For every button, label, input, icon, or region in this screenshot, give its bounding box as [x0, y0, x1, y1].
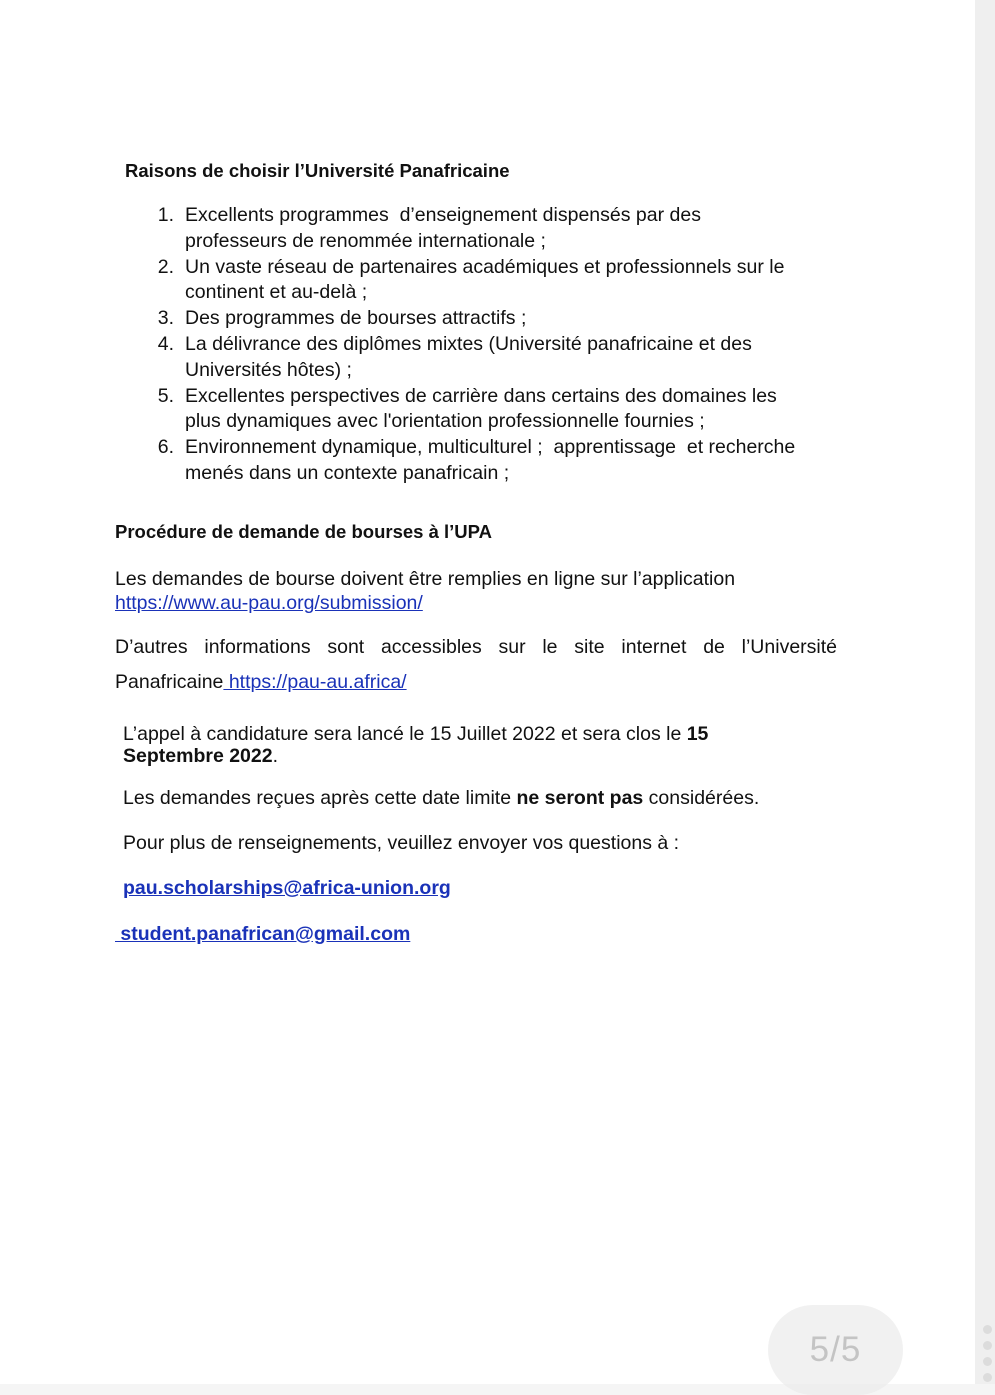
info-word: le	[542, 636, 558, 658]
list-item-number: 5.	[157, 384, 174, 407]
info-line2-text: Panafricaine	[115, 671, 224, 693]
info-word: sur	[498, 636, 526, 658]
list-item-number: 6.	[157, 436, 174, 459]
call-dates-text	[123, 723, 763, 767]
list-item	[150, 435, 810, 487]
list-item-line: continent et au-delà ;	[185, 281, 368, 304]
list-item-line: menés dans un contexte panafricain ;	[185, 461, 510, 484]
late-text-after: considérées.	[643, 787, 760, 809]
online-application-text: Les demandes de bourse doivent être remplies en ligne sur l’application	[115, 568, 736, 590]
email-link-student[interactable]: student.panafrican@gmail.com	[115, 923, 411, 945]
info-word: l’Université	[741, 636, 837, 658]
scroll-dot	[983, 1373, 992, 1382]
list-item	[150, 306, 810, 332]
info-word: D’autres	[115, 636, 188, 658]
info-line	[115, 636, 837, 659]
scroll-dot	[983, 1357, 992, 1366]
info-word: informations	[204, 636, 311, 658]
list-item	[150, 384, 810, 436]
list-item	[150, 255, 810, 307]
email-line-1	[123, 876, 451, 900]
submission-link[interactable]: https://www.au-pau.org/submission/	[115, 592, 423, 614]
list-item-text	[185, 384, 777, 436]
list-item-line: plus dynamiques avec l'orientation professionnelle fournies ;	[185, 410, 705, 433]
site-link[interactable]: https://pau-au.africa/	[223, 671, 407, 693]
call-end-month: Septembre 2022	[123, 745, 273, 767]
list-item-number: 3.	[157, 307, 174, 330]
info-word: accessibles	[380, 636, 482, 658]
list-item-line: La délivrance des diplômes mixtes (Université panafricaine et des	[185, 332, 752, 355]
list-item-line: Excellents programmes d’enseignement dispensés par des	[185, 204, 701, 226]
email-line-2	[115, 922, 410, 946]
info-word: site	[574, 636, 605, 658]
reasons-list	[150, 203, 810, 487]
section-title-reasons: Raisons de choisir l’Université Panafricaine	[125, 160, 510, 181]
contact-text: Pour plus de renseignements, veuillez envoyer vos questions à :	[123, 832, 680, 854]
info-word: sont	[327, 636, 365, 658]
late-text-before: Les demandes reçues après cette date limite	[123, 787, 517, 809]
list-item	[150, 203, 810, 255]
list-item-number: 1.	[157, 204, 174, 226]
list-item-text	[185, 203, 701, 255]
late-text-bold: ne seront pas	[516, 787, 644, 809]
list-item-number: 4.	[157, 332, 174, 355]
scrollbar[interactable]	[975, 0, 995, 1384]
submission-link-line	[115, 591, 423, 615]
list-item-text	[185, 306, 526, 332]
email-link-scholarships[interactable]: pau.scholarships@africa-union.org	[123, 877, 451, 899]
list-item-text	[185, 332, 752, 384]
info-word: internet	[621, 636, 687, 658]
info-word: de	[703, 636, 725, 658]
page-indicator: 5/5	[768, 1305, 903, 1395]
call-end-day: 15	[686, 723, 709, 745]
list-item	[150, 332, 810, 384]
list-item-line: Un vaste réseau de partenaires académiques et professionnels sur le	[185, 255, 785, 278]
list-item-line: professeurs de renommée internationale ;	[185, 229, 546, 252]
list-item-text	[185, 255, 784, 307]
list-item-number: 2.	[157, 255, 174, 278]
info-line-2	[115, 670, 407, 694]
scroll-dot	[983, 1341, 992, 1350]
list-item-line: Universités hôtes) ;	[185, 358, 352, 381]
call-period: .	[272, 745, 279, 767]
list-item-line: Des programmes de bourses attractifs ;	[185, 307, 527, 330]
section-title-procedure: Procédure de demande de bourses à l’UPA	[115, 521, 492, 542]
list-item-text	[185, 435, 795, 487]
list-item-line: Excellentes perspectives de carrière dans certains des domaines les	[185, 384, 777, 407]
scroll-dot	[983, 1325, 992, 1334]
late-applications-text	[123, 786, 759, 810]
call-text: L’appel à candidature sera lancé le 15 Juillet 2022 et sera clos le	[123, 723, 687, 745]
list-item-line: Environnement dynamique, multiculturel ; apprentissage et recherche	[185, 436, 796, 459]
